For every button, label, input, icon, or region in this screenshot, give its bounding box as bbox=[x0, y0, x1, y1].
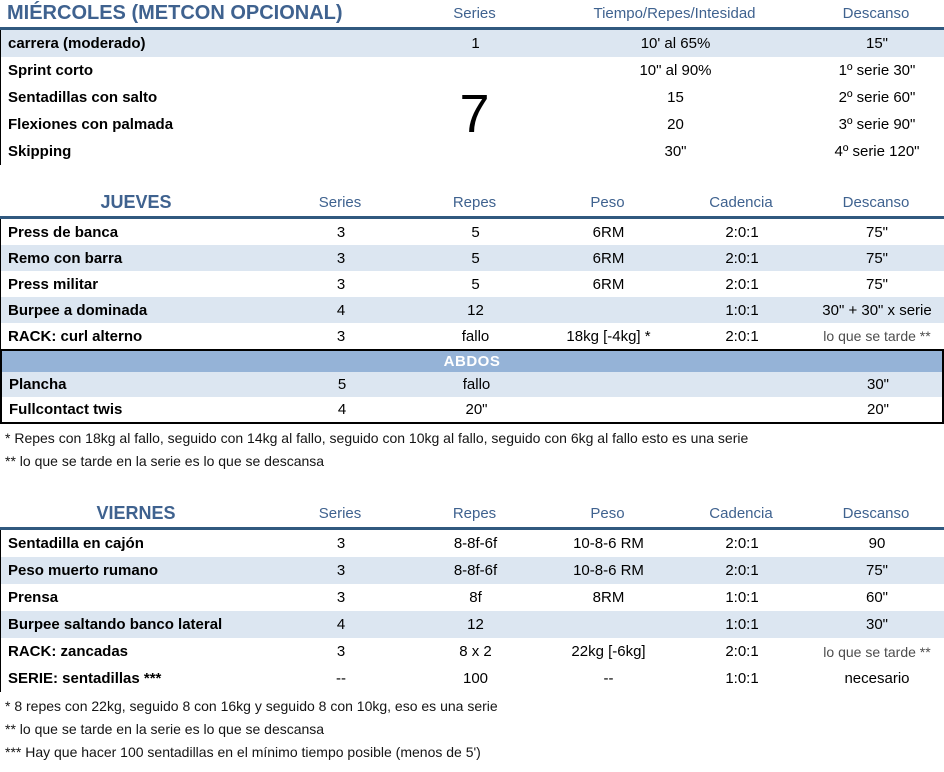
exercise-name: Sprint corto bbox=[8, 62, 93, 79]
exercise-name: Press militar bbox=[8, 275, 99, 293]
col-header-repes: Repes bbox=[452, 505, 497, 522]
descanso-value: 30" bbox=[865, 616, 888, 633]
series-value: 4 bbox=[336, 301, 346, 319]
repes-value: 12 bbox=[467, 616, 484, 633]
exercise-name: SERIE: sentadillas *** bbox=[8, 670, 162, 687]
col-header-descanso: Descanso bbox=[842, 505, 910, 522]
descanso-value: 30" + 30" x serie bbox=[822, 301, 932, 319]
abdos-section bbox=[0, 349, 944, 424]
peso-value: 6RM bbox=[592, 223, 625, 241]
series-value: 4 bbox=[337, 401, 347, 418]
col-header-series: Series bbox=[453, 5, 496, 22]
repes-value: 8-8f-6f bbox=[453, 535, 498, 552]
table-row bbox=[1, 297, 944, 323]
tiempo-value: 20 bbox=[667, 116, 684, 133]
col-header-descanso: Descanso bbox=[842, 5, 910, 22]
peso-value: 18kg [-4kg] * bbox=[566, 327, 651, 345]
exercise-name: RACK: curl alterno bbox=[8, 327, 143, 345]
table-row bbox=[1, 584, 944, 611]
descanso-value: necesario bbox=[844, 670, 910, 687]
repes-value: 12 bbox=[467, 301, 484, 319]
series-value: 3 bbox=[336, 223, 346, 241]
peso-value: 22kg [-6kg] bbox=[571, 643, 646, 660]
cadencia-value: 2:0:1 bbox=[725, 223, 759, 241]
table-viernes-body bbox=[0, 530, 944, 692]
table-row bbox=[1, 219, 944, 245]
col-header-cadencia: Cadencia bbox=[709, 194, 773, 211]
series-value: 3 bbox=[336, 275, 346, 293]
table-viernes-title: VIERNES bbox=[96, 503, 176, 523]
exercise-name: Burpee a dominada bbox=[8, 301, 148, 319]
cadencia-value: 1:0:1 bbox=[725, 616, 759, 633]
exercise-name: carrera (moderado) bbox=[8, 35, 146, 52]
footnote: * Repes con 18kg al fallo, seguido con 14kg al fallo, seguido con 10kg al fallo, seguido con 6kg al fallo esto es una serie bbox=[5, 430, 749, 446]
series-value: 3 bbox=[336, 643, 346, 660]
table-row bbox=[1, 665, 944, 692]
series-value: 3 bbox=[336, 327, 346, 345]
col-header-repes: Repes bbox=[452, 194, 497, 211]
repes-value: fallo bbox=[462, 376, 491, 393]
viernes-footnotes bbox=[0, 695, 944, 764]
table-jueves bbox=[0, 189, 944, 473]
table-jueves-header-row bbox=[0, 189, 944, 219]
descanso-value: 1º serie 30" bbox=[838, 62, 916, 79]
tiempo-value: 30" bbox=[664, 143, 687, 160]
tiempo-value: 10' al 65% bbox=[640, 35, 711, 52]
series-value: 3 bbox=[336, 535, 346, 552]
peso-value: 8RM bbox=[592, 589, 625, 606]
cadencia-value: 2:0:1 bbox=[725, 249, 759, 267]
exercise-name: Flexiones con palmada bbox=[8, 116, 174, 133]
repes-value: 8 x 2 bbox=[459, 643, 492, 660]
table-row bbox=[1, 271, 944, 297]
exercise-name: Peso muerto rumano bbox=[8, 562, 159, 579]
table-viernes-header-row bbox=[0, 500, 944, 530]
tiempo-value: 10" al 90% bbox=[639, 62, 712, 79]
table-miercoles bbox=[0, 0, 944, 165]
cadencia-value: 2:0:1 bbox=[725, 562, 759, 579]
footnote: * 8 repes con 22kg, seguido 8 con 16kg y seguido 8 con 10kg, eso es una serie bbox=[5, 698, 498, 714]
col-header-peso: Peso bbox=[590, 505, 625, 522]
repes-value: 5 bbox=[471, 249, 480, 267]
tiempo-value: 15 bbox=[667, 89, 684, 106]
col-header-descanso: Descanso bbox=[842, 194, 910, 211]
abdos-section-header: ABDOS bbox=[2, 351, 942, 372]
exercise-name: Fullcontact twis bbox=[9, 401, 123, 418]
descanso-value: 3º serie 90" bbox=[838, 116, 916, 133]
table-jueves-title: JUEVES bbox=[100, 192, 172, 212]
exercise-name: Sentadillas con salto bbox=[8, 89, 158, 106]
descanso-value: lo que se tarde ** bbox=[823, 643, 931, 660]
descanso-value: lo que se tarde ** bbox=[823, 328, 931, 344]
peso-value: -- bbox=[603, 670, 614, 687]
descanso-value: 75" bbox=[865, 562, 888, 579]
peso-value: 10-8-6 RM bbox=[573, 562, 644, 579]
series-value: -- bbox=[336, 670, 346, 687]
repes-value: 8f bbox=[469, 589, 482, 606]
peso-value: 6RM bbox=[592, 275, 625, 293]
series-value: 1 bbox=[471, 35, 480, 52]
descanso-value: 2º serie 60" bbox=[838, 89, 916, 106]
descanso-value: 90 bbox=[868, 535, 886, 552]
exercise-name: Press de banca bbox=[8, 223, 119, 241]
descanso-value: 75" bbox=[865, 249, 888, 267]
peso-value: 6RM bbox=[592, 249, 625, 267]
repes-value: 5 bbox=[471, 275, 480, 293]
repes-value: 5 bbox=[471, 223, 480, 241]
cadencia-value: 2:0:1 bbox=[725, 327, 759, 345]
descanso-value: 4º serie 120" bbox=[834, 143, 920, 160]
descanso-value: 60" bbox=[865, 589, 888, 606]
table-row bbox=[1, 323, 944, 349]
cadencia-value: 2:0:1 bbox=[725, 275, 759, 293]
table-miercoles-title: MIÉRCOLES (METCON OPCIONAL) bbox=[7, 2, 343, 24]
exercise-name: Sentadilla en cajón bbox=[8, 535, 144, 552]
exercise-name: Burpee saltando banco lateral bbox=[8, 616, 223, 633]
cadencia-value: 1:0:1 bbox=[725, 670, 759, 687]
table-row bbox=[1, 557, 944, 584]
cadencia-value: 1:0:1 bbox=[725, 301, 759, 319]
repes-value: 20" bbox=[465, 401, 488, 418]
footnote: *** Hay que hacer 100 sentadillas en el mínimo tiempo posible (menos de 5') bbox=[5, 744, 481, 760]
cadencia-value: 2:0:1 bbox=[725, 535, 759, 552]
exercise-name: Skipping bbox=[8, 143, 72, 160]
col-header-series: Series bbox=[318, 505, 362, 522]
table-row bbox=[1, 530, 944, 557]
cadencia-value: 2:0:1 bbox=[725, 643, 759, 660]
series-value: 3 bbox=[336, 249, 346, 267]
table-miercoles-header-row bbox=[0, 0, 944, 30]
table-viernes bbox=[0, 500, 944, 764]
exercise-name: RACK: zancadas bbox=[8, 643, 129, 660]
descanso-value: 20" bbox=[866, 401, 889, 418]
col-header-peso: Peso bbox=[590, 194, 625, 211]
series-value: 4 bbox=[336, 616, 346, 633]
exercise-name: Remo con barra bbox=[8, 249, 123, 267]
descanso-value: 30" bbox=[866, 376, 889, 393]
table-row bbox=[1, 30, 944, 57]
series-value: 5 bbox=[337, 376, 347, 393]
series-value: 3 bbox=[336, 589, 346, 606]
peso-value: 10-8-6 RM bbox=[573, 535, 644, 552]
table-row bbox=[1, 611, 944, 638]
cadencia-value: 1:0:1 bbox=[725, 589, 759, 606]
table-row bbox=[1, 245, 944, 271]
descanso-value: 75" bbox=[865, 275, 888, 293]
footnote: ** lo que se tarde en la serie es lo que se descansa bbox=[5, 721, 325, 737]
table-jueves-body bbox=[0, 219, 944, 349]
merged-series-count: 7 bbox=[459, 84, 490, 144]
table-row bbox=[2, 397, 942, 422]
jueves-footnotes bbox=[0, 427, 944, 473]
repes-value: 100 bbox=[462, 670, 489, 687]
series-value: 3 bbox=[336, 562, 346, 579]
footnote: ** lo que se tarde en la serie es lo que se descansa bbox=[5, 453, 325, 469]
exercise-name: Plancha bbox=[9, 376, 67, 393]
descanso-value: 15" bbox=[865, 35, 888, 52]
repes-value: fallo bbox=[461, 327, 490, 345]
exercise-name: Prensa bbox=[8, 589, 59, 606]
descanso-value: 75" bbox=[865, 223, 888, 241]
col-header-cadencia: Cadencia bbox=[709, 505, 773, 522]
table-row bbox=[2, 372, 942, 397]
col-header-series: Series bbox=[318, 194, 362, 211]
col-header-tiempo-repes-intensidad: Tiempo/Repes/Intesidad bbox=[593, 5, 756, 22]
repes-value: 8-8f-6f bbox=[453, 562, 498, 579]
table-row bbox=[1, 638, 944, 665]
